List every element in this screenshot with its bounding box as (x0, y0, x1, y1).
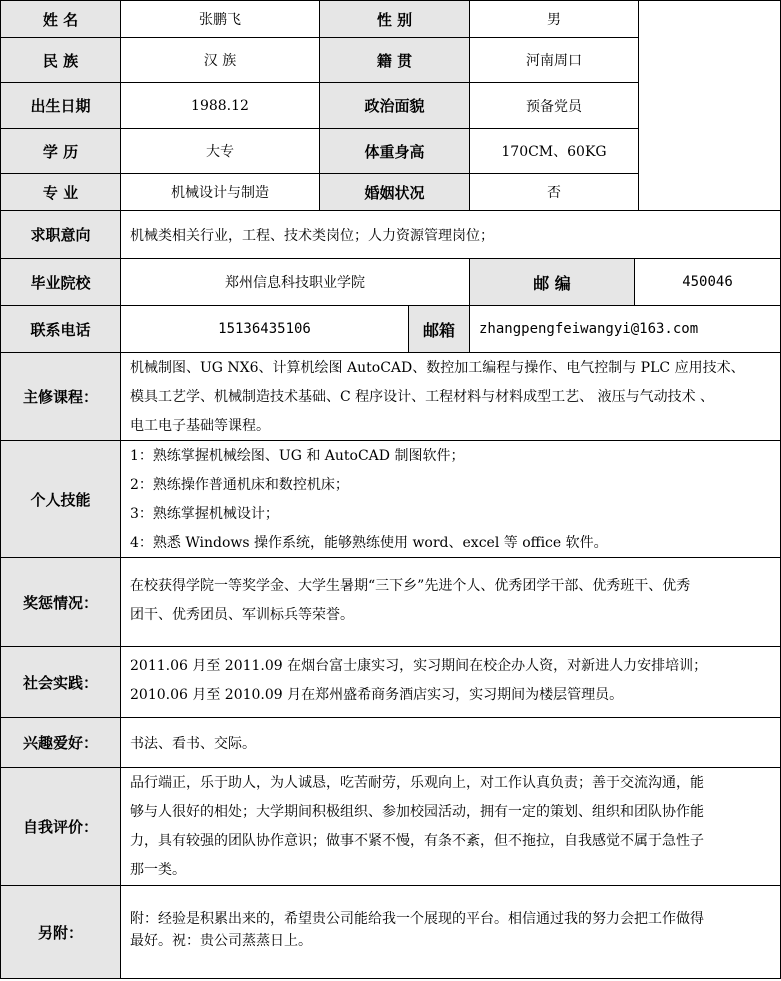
job-intention-value: 机械类相关行业，工程、技术类岗位；人力资源管理岗位； (120, 210, 781, 259)
ethnicity-label: 民 族 (0, 37, 121, 83)
gender-label: 性 别 (319, 0, 470, 38)
school-label: 毕业院校 (0, 258, 121, 306)
marital-label: 婚姻状况 (319, 173, 470, 211)
origin-value: 河南周口 (469, 37, 639, 83)
awards-line: 团干、优秀团员、军训标兵等荣誉。 (130, 607, 354, 623)
major-value: 机械设计与制造 (120, 173, 320, 211)
self-eval-text (120, 767, 781, 886)
origin-label: 籍 贯 (319, 37, 470, 83)
courses-text (120, 352, 781, 441)
skills-line: 2：熟练操作普通机床和数控机床； (130, 477, 349, 493)
self-eval-line: 力，具有较强的团队协作意识；做事不紧不慢，有条不紊，但不拖拉，自我感觉不属于急性子 (130, 833, 704, 849)
body-label: 体重身高 (319, 128, 470, 174)
skills-label: 个人技能 (0, 440, 121, 558)
extra-label: 另附： (0, 885, 121, 979)
job-intention-label: 求职意向 (0, 210, 121, 259)
extra-text (120, 885, 781, 979)
zip-label: 邮 编 (469, 258, 635, 306)
political-label: 政治面貌 (319, 82, 470, 129)
phone-value: 15136435106 (120, 305, 409, 353)
education-value: 大专 (120, 128, 320, 174)
gender-value: 男 (469, 0, 639, 38)
self-eval-line: 那一类。 (130, 862, 186, 878)
body-value: 170CM、60KG (469, 128, 639, 174)
awards-label: 奖惩情况： (0, 557, 121, 647)
practice-text (120, 646, 781, 718)
name-label: 姓 名 (0, 0, 121, 38)
extra-line: 附：经验是积累出来的，希望贵公司能给我一个展现的平台。相信通过我的努力会把工作做得 (130, 911, 704, 927)
political-value: 预备党员 (469, 82, 639, 129)
email-value: zhangpengfeiwangyi@163.com (469, 305, 781, 353)
name-value: 张鹏飞 (120, 0, 320, 38)
skills-line: 4：熟悉 Windows 操作系统，能够熟练使用 word、excel 等 office 软件。 (130, 535, 608, 551)
self-eval-line: 品行端正，乐于助人，为人诚恳，吃苦耐劳，乐观向上，对工作认真负责；善于交流沟通，能 (130, 775, 704, 791)
self-eval-label: 自我评价： (0, 767, 121, 886)
phone-label: 联系电话 (0, 305, 121, 353)
self-eval-line: 够与人很好的相处；大学期间积极组织、参加校园活动，拥有一定的策划、组织和团队协作能 (130, 804, 704, 820)
hobbies-label: 兴趣爱好： (0, 717, 121, 768)
birth-value: 1988.12 (120, 82, 320, 129)
awards-text (120, 557, 781, 647)
skills-line: 3：熟练掌握机械设计； (130, 506, 279, 522)
courses-line: 机械制图、UG NX6、计算机绘图 AutoCAD、数控加工编程与操作、电气控制与 PLC 应用技术、 (130, 360, 745, 376)
practice-line: 2010.06 月至 2010.09 月在郑州盛希商务酒店实习，实习期间为楼层管理员。 (130, 687, 624, 703)
zip-value: 450046 (634, 258, 781, 306)
marital-value: 否 (469, 173, 639, 211)
practice-line: 2011.06 月至 2011.09 在烟台富士康实习，实习期间在校企办人资，对新进人力安排培训； (130, 658, 708, 674)
extra-line: 最好。祝：贵公司蒸蒸日上。 (130, 933, 312, 949)
hobbies-value: 书法、看书、交际。 (120, 717, 781, 768)
ethnicity-value: 汉 族 (120, 37, 320, 83)
skills-text (120, 440, 781, 558)
email-label: 邮箱 (408, 305, 470, 353)
courses-label: 主修课程： (0, 352, 121, 441)
awards-line: 在校获得学院一等奖学金、大学生暑期“三下乡”先进个人、优秀团学干部、优秀班干、优秀 (130, 578, 691, 594)
skills-line: 1：熟练掌握机械绘图、UG 和 AutoCAD 制图软件； (130, 448, 465, 464)
photo-area (638, 0, 781, 211)
courses-line: 模具工艺学、机械制造技术基础、C 程序设计、工程材料与材料成型工艺、 液压与气动技术 、 (130, 389, 715, 405)
school-value: 郑州信息科技职业学院 (120, 258, 470, 306)
practice-label: 社会实践： (0, 646, 121, 718)
courses-line: 电工电子基础等课程。 (130, 418, 270, 434)
birth-label: 出生日期 (0, 82, 121, 129)
education-label: 学 历 (0, 128, 121, 174)
major-label: 专 业 (0, 173, 121, 211)
